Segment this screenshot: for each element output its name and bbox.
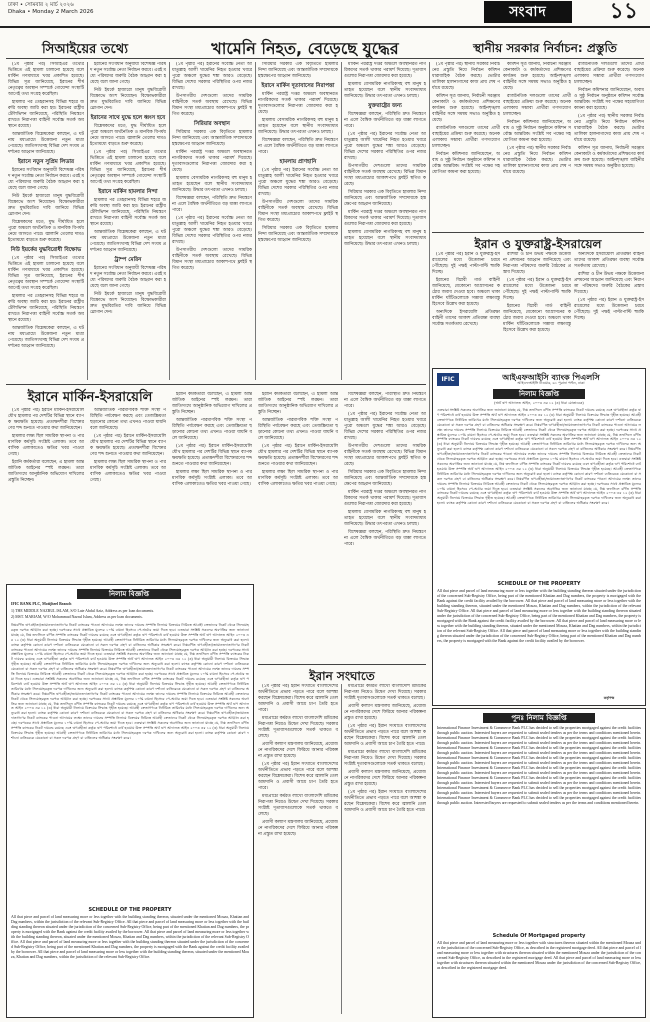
signature: কর্তৃপক্ষ bbox=[603, 696, 615, 701]
article-khamenei-col3: মার্কিন পররাষ্ট্র দপ্তর অঞ্চলে অবস্থানরত নাগরিকদের সতর্ক থাকার পরামর্শ দিয়েছে। দূতাবাসগুলোর নিরাপত্তা জোরদার করা হয়েছে। হামলায় বেসামরিক নাগরিকসহ বহু মানুষ হতাহত হয়েছেন বলে স্থানীয় সংবাদমাধ্যম জানিয়েছে। উদ্ধার তৎপরতা এখনও চলছে। যুক্তরাষ্ট্রের জন্য বিশেষজ্ঞরা বলছেন, পরিস্থিতি দ্রুত নিয়ন্ত্রণে না এলে বৈশ্বিক অর্থনীতিতে বড় ধাক্কা লাগতে পারে। (১ম পৃষ্ঠার পর) ইরানের সর্বোচ্চ নেতা আয়াতুল্লাহ আলী খামেনির নিহত হওয়ার খবরে পুরো অঞ্চলে যুদ্ধের শঙ্কা আরও বেড়েছে। বিভিন্ন দেশের সরকার পরিস্থিতির ওপর নজর রাখছে। উপসাগরীয় দেশগুলো তাদের সামরিক বাহিনীকে সতর্ক অবস্থায় রেখেছে। বিভিন্ন বিমান সংস্থা মধ্যপ্রাচ্যের আকাশপথে ফ্লাইট স্থগিত করেছে। সিরিয়ার সরকার এক বিবৃতিতে হামলার নিন্দা জানিয়েছে এবং আন্তর্জাতিক সম্প্রদায়কে হস্তক্ষেপের আহ্বান জানিয়েছে। মার্কিন পররাষ্ট্র দপ্তর অঞ্চলে অবস্থানরত নাগরিকদের সতর্ক থাকার পরামর্শ দিয়েছে। দূতাবাসগুলোর নিরাপত্তা জোরদার করা হয়েছে। হামলায় বেসামরিক নাগরিকসহ বহু মানুষ হতাহত হয়েছেন বলে স্থানীয় সংবাদমাধ্যম জানিয়েছে। উদ্ধার তৎপরতা এখনও চলছে। bbox=[344, 62, 426, 247]
subhead: ইরানে মার্কিন হামলার নিন্দা bbox=[98, 189, 158, 195]
headline-siyaire: সিআইয়ের তথ্যে bbox=[42, 42, 128, 57]
schedule-body: All that piece and parcel of land measuring more or less together with the building standing thereon, situated under the mentioned Mouza, Khatian and Dag numbers, within the jurisdiction of the relevant Sub-Registry Office. All that piece and parcel of land measuring more or less together with the building standing thereon situated under the jurisdiction of the concerned Sub-Registry Office, being part of the mentioned Khatian and Dag numbers, the property is mortgaged with the Bank against the credit facility availed by the borrower. All that piece and parcel of land measuring more or less together with the building standing thereon, situated under the mentioned Mouza, Khatian and Dag numbers, within the jurisdiction of the relevant Sub-Registry Office. All that piece and parcel of land measuring more or less together with the building standing thereon situated under the jurisdiction of the concerned Sub-Registry Office, being part of the mentioned Khatian and Dag numbers, the property is mortgaged with the Bank against the credit facility availed by the borrower. All that piece and parcel of land measuring more or less together with the building standing thereon, situated under the mentioned Mouza, Khatian and Dag numbers, within the jurisdiction of the relevant Sub-Registry Office. bbox=[11, 915, 249, 959]
notice-title: নিলাম বিজ্ঞপ্তি bbox=[493, 389, 585, 399]
notice-body: এতদ্বারা সংশ্লিষ্ট সকলের অবগতির জন্য জানানো যাচ্ছে যে, নিম্ন তফসিলে বর্ণিত সম্পত্তি ব্যাংকের নিকট দায়বদ্ধ রয়েছে এবং ঋণগ্রহীতা কর্তৃক ঋণ পরিশোধে ব্যর্থ হওয়ায় উক্ত সম্পত্তি অর্থ ঋণ আদালত আইন ২০০৩ এর ১২ (৩) ধারা অনুযায়ী নিলামে বিক্রয়ের সিদ্ধান্ত গৃহীত হয়েছে। আগ্রহী ক্রেতাগণকে নির্ধারিত তারিখের মধ্যে সিলমোহরকৃত দরপত্র দাখিলের জন্য অনুরোধ করা হলো। ব্যাংক কর্তৃপক্ষ কোনো কারণ দর্শানো ব্যতিরেকে যেকোনো বা সকল দরপত্র গ্রহণ বা বাতিলের অধিকার সংরক্ষণ করে। নিম্নবর্ণিত ঋণগ্রহীতা/জামানতদাতাগণের নিকট ব্যাংকের পাওনা আদায়ের লক্ষ্যে তাদের দায়বদ্ধ সম্পত্তি নিলামে বিক্রয়ের নিমিত্তে আগ্রহী ক্রেতাদের নিকট থেকে সিলমোহরকৃত দরপত্র আহ্বান করা হচ্ছে। দরপত্রের সাথে প্রস্তাবিত মূল্যের ১০% বায়না হিসেবে পে-অর্ডার জমা দিতে হবে। এতদ্বারা সংশ্লিষ্ট সকলের অবগতির জন্য জানানো যাচ্ছে যে, নিম্ন তফসিলে বর্ণিত সম্পত্তি ব্যাংকের নিকট দায়বদ্ধ রয়েছে এবং ঋণগ্রহীতা কর্তৃক ঋণ পরিশোধে ব্যর্থ হওয়ায় উক্ত সম্পত্তি অর্থ ঋণ আদালত আইন ২০০৩ এর ১২ (৩) ধারা অনুযায়ী নিলামে বিক্রয়ের সিদ্ধান্ত গৃহীত হয়েছে। আগ্রহী ক্রেতাগণকে নির্ধারিত তারিখের মধ্যে সিলমোহরকৃত দরপত্র দাখিলের জন্য অনুরোধ করা হলো। ব্যাংক কর্তৃপক্ষ কোনো কারণ দর্শানো ব্যতিরেকে যেকোনো বা সকল দরপত্র গ্রহণ বা বাতিলের অধিকার সংরক্ষণ করে। নিম্নবর্ণিত ঋণগ্রহীতা/জামানতদাতাগণের নিকট ব্যাংকের পাওনা আদায়ের লক্ষ্যে তাদের দায়বদ্ধ সম্পত্তি নিলামে বিক্রয়ের নিমিত্তে আগ্রহী ক্রেতাদের নিকট থেকে সিলমোহরকৃত দরপত্র আহ্বান করা হচ্ছে। দরপত্রের সাথে প্রস্তাবিত মূল্যের ১০% বায়না হিসেবে পে-অর্ডার জমা দিতে হবে। এতদ্বারা সংশ্লিষ্ট সকলের অবগতির জন্য জানানো যাচ্ছে যে, নিম্ন তফসিলে বর্ণিত সম্পত্তি ব্যাংকের নিকট দায়বদ্ধ রয়েছে এবং ঋণগ্রহীতা কর্তৃক ঋণ পরিশোধে ব্যর্থ হওয়ায় উক্ত সম্পত্তি অর্থ ঋণ আদালত আইন ২০০৩ এর ১২ (৩) ধারা অনুযায়ী নিলামে বিক্রয়ের সিদ্ধান্ত গৃহীত হয়েছে। আগ্রহী ক্রেতাগণকে নির্ধারিত তারিখের মধ্যে সিলমোহরকৃত দরপত্র দাখিলের জন্য অনুরোধ করা হলো। ব্যাংক কর্তৃপক্ষ কোনো কারণ দর্শানো ব্যতিরেকে যেকোনো বা সকল দরপত্র গ্রহণ বা বাতিলের অধিকার সংরক্ষণ করে। নিম্নবর্ণিত ঋণগ্রহীতা/জামানতদাতাগণের নিকট ব্যাংকের পাওনা আদায়ের লক্ষ্যে তাদের দায়বদ্ধ সম্পত্তি নিলামে বিক্রয়ের নিমিত্তে আগ্রহী ক্রেতাদের নিকট থেকে সিলমোহরকৃত দরপত্র আহ্বান করা হচ্ছে। দরপত্রের সাথে প্রস্তাবিত মূল্যের ১০% বায়না হিসেবে পে-অর্ডার জমা দিতে হবে। এতদ্বারা সংশ্লিষ্ট সকলের অবগতির জন্য জানানো যাচ্ছে যে, নিম্ন তফসিলে বর্ণিত সম্পত্তি ব্যাংকের নিকট দায়বদ্ধ রয়েছে এবং ঋণগ্রহীতা কর্তৃক ঋণ পরিশোধে ব্যর্থ হওয়ায় উক্ত সম্পত্তি অর্থ ঋণ আদালত আইন ২০০৩ এর ১২ (৩) ধারা অনুযায়ী নিলামে বিক্রয়ের সিদ্ধান্ত গৃহীত হয়েছে। আগ্রহী ক্রেতাগণকে নির্ধারিত তারিখের মধ্যে সিলমোহরকৃত দরপত্র দাখিলের জন্য অনুরোধ করা হলো। ব্যাংক কর্তৃপক্ষ কোনো কারণ দর্শানো ব্যতিরেকে যেকোনো বা সকল দরপত্র গ্রহণ বা বাতিলের অধিকার সংরক্ষণ করে। bbox=[437, 408, 641, 506]
subhead: ট্রাম্প মেরিন bbox=[114, 257, 142, 263]
article-local-election-col3: রাজনৈতিক দলগুলো তাদের প্রার্থী বাছাইয়ের প্রক্রিয়া শুরু করেছে। অনেক এলাকায় সম্ভাব্য প্রার্থীরা গণসংযোগ চালাচ্ছেন। নির্বাচন কমিশনার জানিয়েছেন, অবাধ ও সুষ্ঠু নির্বাচন অনুষ্ঠানে কমিশন সর্বোচ্চ আন্তরিক। সংশ্লিষ্ট সব পক্ষের সহযোগিতা কামনা করা হয়েছে। (১ম পৃষ্ঠার পর) স্থানীয় সরকার নির্বাচনের প্রস্তুতি নিয়ে নির্বাচন কমিশন ধারাবাহিক বৈঠক করছে। ভোটার তালিকা হালনাগাদের কাজ প্রায় শেষ পর্যায়ে রয়েছে। কমিশন সূত্র জানায়, নির্বাচনী সরঞ্জাম কেনাকাটা ও কর্মকর্তাদের প্রশিক্ষণের কার্যক্রম শুরু হয়েছে। আইনশৃঙ্খলা বাহিনীর সঙ্গে সমন্বয় সভাও অনুষ্ঠিত হয়েছে। bbox=[574, 62, 644, 169]
page-number: ১১ bbox=[609, 0, 638, 24]
bank-line: IFIC BANK PLC, Motijheel Branch bbox=[11, 602, 72, 606]
article-khamenei-continued: বিশেষজ্ঞরা বলছেন, পরিস্থিতি দ্রুত নিয়ন্ত্রণে না এলে বৈশ্বিক অর্থনীতিতে বড় ধাক্কা লাগতে পারে। (১ম পৃষ্ঠার পর) ইরানের সর্বোচ্চ নেতা আয়াতুল্লাহ আলী খামেনির নিহত হওয়ার খবরে পুরো অঞ্চলে যুদ্ধের শঙ্কা আরও বেড়েছে। বিভিন্ন দেশের সরকার পরিস্থিতির ওপর নজর রাখছে। উপসাগরীয় দেশগুলো তাদের সামরিক বাহিনীকে সতর্ক অবস্থায় রেখেছে। বিভিন্ন বিমান সংস্থা মধ্যপ্রাচ্যের আকাশপথে ফ্লাইট স্থগিত করেছে। সিরিয়ার সরকার এক বিবৃতিতে হামলার নিন্দা জানিয়েছে এবং আন্তর্জাতিক সম্প্রদায়কে হস্তক্ষেপের আহ্বান জানিয়েছে। মার্কিন পররাষ্ট্র দপ্তর অঞ্চলে অবস্থানরত নাগরিকদের সতর্ক থাকার পরামর্শ দিয়েছে। দূতাবাসগুলোর নিরাপত্তা জোরদার করা হয়েছে। হামলায় বেসামরিক নাগরিকসহ বহু মানুষ হতাহত হয়েছেন বলে স্থানীয় সংবাদমাধ্যম জানিয়েছে। উদ্ধার তৎপরতা এখনও চলছে। বিশেষজ্ঞরা বলছেন, পরিস্থিতি দ্রুত নিয়ন্ত্রণে না এলে বৈশ্বিক অর্থনীতিতে বড় ধাক্কা লাগতে পারে। bbox=[344, 392, 426, 547]
subhead: ইরানে মার্কিন দূতাবাসের নিরাপত্তা bbox=[261, 83, 335, 89]
article-siyaire-col1: (১ম পৃষ্ঠার পর) সিআইএর তথ্যের ভিত্তিতে এই হামলা চালানো হয়েছে বলে মার্কিন গণমাধ্যমে খবর প্রকাশিত হয়েছে। বিভিন্ন সূত্র জানিয়েছে, ইরানের শীর্ষ নেতৃত্বের অবস্থান সম্পর্কে গোয়েন্দা সংস্থাটি আগেই তথ্য সংগ্রহ করেছিল। হামলার পর তেহরানসহ বিভিন্ন শহরে জরুরি অবস্থা জারি করা হয়। ইরানের রাষ্ট্রীয় টেলিভিশন জানিয়েছে, পরিস্থিতি নিয়ন্ত্রণে রাখতে নিরাপত্তা বাহিনী সর্বোচ্চ সতর্ক অবস্থানে রয়েছে। আন্তর্জাতিক বিশ্লেষকেরা বলছেন, এ ঘটনায় মধ্যপ্রাচ্যে উত্তেজনা নতুন মাত্রা পেয়েছে। জাতিসংঘসহ বিভিন্ন দেশ সংযম প্রদর্শনের আহ্বান জানিয়েছে। ইরানে নতুন সুপ্রিম লিডার ইরানের সংবিধান অনুযায়ী বিশেষজ্ঞ পরিষদ নতুন সর্বোচ্চ নেতা নির্বাচন করবে। এরই মধ্যে পরিষদের জরুরি বৈঠক আহ্বান করা হয়েছে বলে জানা গেছে। নিউ ইয়র্কে হাজারো মানুষ যুদ্ধবিরোধী বিক্ষোভে অংশ নিয়েছেন। বিক্ষোভকারীরা দ্রুত যুদ্ধবিরতির দাবি জানিয়ে বিভিন্ন স্লোগান দেন। বিশ্লেষকদের মতে, যুদ্ধ দীর্ঘায়িত হলে পুরো অঞ্চলে অর্থনৈতিক ও মানবিক বিপর্যয় নেমে আসতে পারে। জ্বালানি তেলের দামও ইতোমধ্যে বাড়তে শুরু করেছে। নিউ ইয়র্কের যুদ্ধবিরোধী বিক্ষোভ (১ম পৃষ্ঠার পর) সিআইএর তথ্যের ভিত্তিতে এই হামলা চালানো হয়েছে বলে মার্কিন গণমাধ্যমে খবর প্রকাশিত হয়েছে। বিভিন্ন সূত্র জানিয়েছে, ইরানের শীর্ষ নেতৃত্বের অবস্থান সম্পর্কে গোয়েন্দা সংস্থাটি আগেই তথ্য সংগ্রহ করেছিল। হামলার পর তেহরানসহ বিভিন্ন শহরে জরুরি অবস্থা জারি করা হয়। ইরানের রাষ্ট্রীয় টেলিভিশন জানিয়েছে, পরিস্থিতি নিয়ন্ত্রণে রাখতে নিরাপত্তা বাহিনী সর্বোচ্চ সতর্ক অবস্থানে রয়েছে। আন্তর্জাতিক বিশ্লেষকেরা বলছেন, এ ঘটনায় মধ্যপ্রাচ্যে উত্তেজনা নতুন মাত্রা পেয়েছে। জাতিসংঘসহ বিভিন্ন দেশ সংযম প্রদর্শনের আহ্বান জানিয়েছে। bbox=[8, 62, 84, 349]
schedule-heading: SCHEDULE OF THE PROPERTY bbox=[88, 907, 172, 913]
headline-iran-marcin: ইরানে মার্কিন-ইসরায়েলি bbox=[27, 390, 153, 405]
subhead: ইরানের সাথে যুদ্ধে হলে ধ্বংস হবে bbox=[90, 115, 166, 121]
subhead: ইরানে নতুন সুপ্রিম লিডার bbox=[17, 159, 75, 165]
borrower-2: 2) MST. MARIAM, W/O Mohammad Nazrul Islam, Address as per loan documents. bbox=[11, 615, 143, 619]
subhead: যুক্তরাষ্ট্রের জন্য bbox=[368, 103, 402, 109]
article-iran-marcin-col2: আন্তর্জাতিক পারমাণবিক শক্তি সংস্থা পরিস্থিতি পর্যবেক্ষণ করছে এবং তেজস্ক্রিয়তা ছড়ানোর কোনো তথ্য এখনও পাওয়া যায়নি বলে জানিয়েছে। (১ম পৃষ্ঠার পর) ইরানে মার্কিন-ইসরায়েলি যৌথ হামলার পর দেশটির বিভিন্ন স্থানে ব্যাপক ক্ষয়ক্ষতি হয়েছে। প্রত্যক্ষদর্শীরা বিস্ফোরণের শব্দ শুনতে পাওয়ার কথা জানিয়েছেন। হামলার লক্ষ্য ছিল সামরিক স্থাপনা ও পারমাণবিক কর্মসূচি সংশ্লিষ্ট এলাকা। তবে আবাসিক এলাকাতেও ক্ষতির খবর পাওয়া গেছে। bbox=[90, 408, 166, 483]
headline-khamenei: খামেনি নিহত, বেড়েছে যুদ্ধের bbox=[211, 39, 399, 58]
ific-logo: IFIC bbox=[437, 373, 459, 386]
subhead: হামলায় প্রাণহানি bbox=[279, 159, 317, 165]
ific-auction-notice bbox=[432, 368, 646, 706]
headline-local-election: স্থানীয় সরকার নির্বাচন: প্রস্তুতি bbox=[473, 41, 617, 55]
article-iran-marcin-col3: ইরানি কর্মকর্তারা বলেছেন, এ হামলা আন্তর্জাতিক আইনের স্পষ্ট লঙ্ঘন। তারা জাতিসংঘে আনুষ্ঠানিক অভিযোগ দাখিলের প্রস্তুতি নিচ্ছেন। আন্তর্জাতিক পারমাণবিক শক্তি সংস্থা পরিস্থিতি পর্যবেক্ষণ করছে এবং তেজস্ক্রিয়তা ছড়ানোর কোনো তথ্য এখনও পাওয়া যায়নি বলে জানিয়েছে। (১ম পৃষ্ঠার পর) ইরানে মার্কিন-ইসরায়েলি যৌথ হামলার পর দেশটির বিভিন্ন স্থানে ব্যাপক ক্ষয়ক্ষতি হয়েছে। প্রত্যক্ষদর্শীরা বিস্ফোরণের শব্দ শুনতে পাওয়ার কথা জানিয়েছেন। হামলার লক্ষ্য ছিল সামরিক স্থাপনা ও পারমাণবিক কর্মসূচি সংশ্লিষ্ট এলাকা। তবে আবাসিক এলাকাতেও ক্ষতির খবর পাওয়া গেছে। bbox=[172, 392, 252, 487]
notice-title: নিলাম বিজ্ঞপ্তি bbox=[77, 589, 181, 599]
re-auction-notice bbox=[432, 708, 646, 1018]
headline-iran-us: ইরান ও যুক্তরাষ্ট্র-ইসরায়েল bbox=[474, 237, 602, 251]
date-english: Dhaka • Monday 2 March 2026 bbox=[8, 9, 94, 15]
notice-body: International Finance Investment & Commerce Bank PLC has decided to sell the properties mortgaged against the credit facilities through public auction. Interested buyers are requested to submit sealed tenders as per the terms and conditions mentioned herein. International Finance Investment & Commerce Bank PLC has decided to sell the properties mortgaged against the credit facilities through public auction. Interested buyers are requested to submit sealed tenders as per the terms and conditions mentioned herein. International Finance Investment & Commerce Bank PLC has decided to sell the properties mortgaged against the credit facilities through public auction. Interested buyers are requested to submit sealed tenders as per the terms and conditions mentioned herein. International Finance Investment & Commerce Bank PLC has decided to sell the properties mortgaged against the credit facilities through public auction. Interested buyers are requested to submit sealed tenders as per the terms and conditions mentioned herein. International Finance Investment & Commerce Bank PLC has decided to sell the properties mortgaged against the credit facilities through public auction. Interested buyers are requested to submit sealed tenders as per the terms and conditions mentioned herein. International Finance Investment & Commerce Bank PLC has decided to sell the properties mortgaged against the credit facilities through public auction. Interested buyers are requested to submit sealed tenders as per the terms and conditions mentioned herein. International Finance Investment & Commerce Bank PLC has decided to sell the properties mortgaged against the credit facilities through public auction. Interested buyers are requested to submit sealed tenders as per the terms and conditions mentioned herein. International Finance Investment & Commerce Bank PLC has decided to sell the properties mortgaged against the credit facilities through public auction. Interested buyers are requested to submit sealed tenders as per the terms and conditions mentioned herein. bbox=[437, 726, 641, 805]
article-khamenei-col1: (১ম পৃষ্ঠার পর) ইরানের সর্বোচ্চ নেতা আয়াতুল্লাহ আলী খামেনির নিহত হওয়ার খবরে পুরো অঞ্চলে যুদ্ধের শঙ্কা আরও বেড়েছে। বিভিন্ন দেশের সরকার পরিস্থিতির ওপর নজর রাখছে। উপসাগরীয় দেশগুলো তাদের সামরিক বাহিনীকে সতর্ক অবস্থায় রেখেছে। বিভিন্ন বিমান সংস্থা মধ্যপ্রাচ্যের আকাশপথে ফ্লাইট স্থগিত করেছে। সিরিয়ার অবস্থান সিরিয়ার সরকার এক বিবৃতিতে হামলার নিন্দা জানিয়েছে এবং আন্তর্জাতিক সম্প্রদায়কে হস্তক্ষেপের আহ্বান জানিয়েছে। মার্কিন পররাষ্ট্র দপ্তর অঞ্চলে অবস্থানরত নাগরিকদের সতর্ক থাকার পরামর্শ দিয়েছে। দূতাবাসগুলোর নিরাপত্তা জোরদার করা হয়েছে। হামলায় বেসামরিক নাগরিকসহ বহু মানুষ হতাহত হয়েছেন বলে স্থানীয় সংবাদমাধ্যম জানিয়েছে। উদ্ধার তৎপরতা এখনও চলছে। বিশেষজ্ঞরা বলছেন, পরিস্থিতি দ্রুত নিয়ন্ত্রণে না এলে বৈশ্বিক অর্থনীতিতে বড় ধাক্কা লাগতে পারে। (১ম পৃষ্ঠার পর) ইরানের সর্বোচ্চ নেতা আয়াতুল্লাহ আলী খামেনির নিহত হওয়ার খবরে পুরো অঞ্চলে যুদ্ধের শঙ্কা আরও বেড়েছে। বিভিন্ন দেশের সরকার পরিস্থিতির ওপর নজর রাখছে। উপসাগরীয় দেশগুলো তাদের সামরিক বাহিনীকে সতর্ক অবস্থায় রেখেছে। বিভিন্ন বিমান সংস্থা মধ্যপ্রাচ্যের আকাশপথে ফ্লাইট স্থগিত করেছে। bbox=[172, 62, 252, 271]
ific-branch: আইএফআইসি টাওয়ার, ৬১ পুরানা পল্টন, ঢাকা bbox=[517, 381, 585, 385]
notice-subtitle: (অর্থ ঋণ আদালত আইন, ২০০৩ এর ১২ (৩) ধারা মোতাবেক) bbox=[494, 401, 584, 405]
notice-body: নিম্নবর্ণিত ঋণগ্রহীতা/জামানতদাতাগণের নিকট ব্যাংকের পাওনা আদায়ের লক্ষ্যে তাদের দায়বদ্ধ সম্পত্তি নিলামে বিক্রয়ের নিমিত্তে আগ্রহী ক্রেতাদের নিকট থেকে সিলমোহরকৃত দরপত্র আহ্বান করা হচ্ছে। দরপত্রের সাথে প্রস্তাবিত মূল্যের ১০% বায়না হিসেবে পে-অর্ডার জমা দিতে হবে। এতদ্বারা সংশ্লিষ্ট সকলের অবগতির জন্য জানানো যাচ্ছে যে, নিম্ন তফসিলে বর্ণিত সম্পত্তি ব্যাংকের নিকট দায়বদ্ধ রয়েছে এবং ঋণগ্রহীতা কর্তৃক ঋণ পরিশোধে ব্যর্থ হওয়ায় উক্ত সম্পত্তি অর্থ ঋণ আদালত আইন ২০০৩ এর ১২ (৩) ধারা অনুযায়ী নিলামে বিক্রয়ের সিদ্ধান্ত গৃহীত হয়েছে। আগ্রহী ক্রেতাগণকে নির্ধারিত তারিখের মধ্যে সিলমোহরকৃত দরপত্র দাখিলের জন্য অনুরোধ করা হলো। ব্যাংক কর্তৃপক্ষ কোনো কারণ দর্শানো ব্যতিরেকে যেকোনো বা সকল দরপত্র গ্রহণ বা বাতিলের অধিকার সংরক্ষণ করে। নিম্নবর্ণিত ঋণগ্রহীতা/জামানতদাতাগণের নিকট ব্যাংকের পাওনা আদায়ের লক্ষ্যে তাদের দায়বদ্ধ সম্পত্তি নিলামে বিক্রয়ের নিমিত্তে আগ্রহী ক্রেতাদের নিকট থেকে সিলমোহরকৃত দরপত্র আহ্বান করা হচ্ছে। দরপত্রের সাথে প্রস্তাবিত মূল্যের ১০% বায়না হিসেবে পে-অর্ডার জমা দিতে হবে। এতদ্বারা সংশ্লিষ্ট সকলের অবগতির জন্য জানানো যাচ্ছে যে, নিম্ন তফসিলে বর্ণিত সম্পত্তি ব্যাংকের নিকট দায়বদ্ধ রয়েছে এবং ঋণগ্রহীতা কর্তৃক ঋণ পরিশোধে ব্যর্থ হওয়ায় উক্ত সম্পত্তি অর্থ ঋণ আদালত আইন ২০০৩ এর ১২ (৩) ধারা অনুযায়ী নিলামে বিক্রয়ের সিদ্ধান্ত গৃহীত হয়েছে। আগ্রহী ক্রেতাগণকে নির্ধারিত তারিখের মধ্যে সিলমোহরকৃত দরপত্র দাখিলের জন্য অনুরোধ করা হলো। ব্যাংক কর্তৃপক্ষ কোনো কারণ দর্শানো ব্যতিরেকে যেকোনো বা সকল দরপত্র গ্রহণ বা বাতিলের অধিকার সংরক্ষণ করে। নিম্নবর্ণিত ঋণগ্রহীতা/জামানতদাতাগণের নিকট ব্যাংকের পাওনা আদায়ের লক্ষ্যে তাদের দায়বদ্ধ সম্পত্তি নিলামে বিক্রয়ের নিমিত্তে আগ্রহী ক্রেতাদের নিকট থেকে সিলমোহরকৃত দরপত্র আহ্বান করা হচ্ছে। দরপত্রের সাথে প্রস্তাবিত মূল্যের ১০% বায়না হিসেবে পে-অর্ডার জমা দিতে হবে। এতদ্বারা সংশ্লিষ্ট সকলের অবগতির জন্য জানানো যাচ্ছে যে, নিম্ন তফসিলে বর্ণিত সম্পত্তি ব্যাংকের নিকট দায়বদ্ধ রয়েছে এবং ঋণগ্রহীতা কর্তৃক ঋণ পরিশোধে ব্যর্থ হওয়ায় উক্ত সম্পত্তি অর্থ ঋণ আদালত আইন ২০০৩ এর ১২ (৩) ধারা অনুযায়ী নিলামে বিক্রয়ের সিদ্ধান্ত গৃহীত হয়েছে। আগ্রহী ক্রেতাগণকে নির্ধারিত তারিখের মধ্যে সিলমোহরকৃত দরপত্র দাখিলের জন্য অনুরোধ করা হলো। ব্যাংক কর্তৃপক্ষ কোনো কারণ দর্শানো ব্যতিরেকে যেকোনো বা সকল দরপত্র গ্রহণ বা বাতিলের অধিকার সংরক্ষণ করে। নিম্নবর্ণিত ঋণগ্রহীতা/জামানতদাতাগণের নিকট ব্যাংকের পাওনা আদায়ের লক্ষ্যে তাদের দায়বদ্ধ সম্পত্তি নিলামে বিক্রয়ের নিমিত্তে আগ্রহী ক্রেতাদের নিকট থেকে সিলমোহরকৃত দরপত্র আহ্বান করা হচ্ছে। দরপত্রের সাথে প্রস্তাবিত মূল্যের ১০% বায়না হিসেবে পে-অর্ডার জমা দিতে হবে। এতদ্বারা সংশ্লিষ্ট সকলের অবগতির জন্য জানানো যাচ্ছে যে, নিম্ন তফসিলে বর্ণিত সম্পত্তি ব্যাংকের নিকট দায়বদ্ধ রয়েছে এবং ঋণগ্রহীতা কর্তৃক ঋণ পরিশোধে ব্যর্থ হওয়ায় উক্ত সম্পত্তি অর্থ ঋণ আদালত আইন ২০০৩ এর ১২ (৩) ধারা অনুযায়ী নিলামে বিক্রয়ের সিদ্ধান্ত গৃহীত হয়েছে। আগ্রহী ক্রেতাগণকে নির্ধারিত তারিখের মধ্যে সিলমোহরকৃত দরপত্র দাখিলের জন্য অনুরোধ করা হলো। ব্যাংক কর্তৃপক্ষ কোনো কারণ দর্শানো ব্যতিরেকে যেকোনো বা সকল দরপত্র গ্রহণ বা বাতিলের অধিকার সংরক্ষণ করে। নিম্নবর্ণিত ঋণগ্রহীতা/জামানতদাতাগণের নিকট ব্যাংকের পাওনা আদায়ের লক্ষ্যে তাদের দায়বদ্ধ সম্পত্তি নিলামে বিক্রয়ের নিমিত্তে আগ্রহী ক্রেতাদের নিকট থেকে সিলমোহরকৃত দরপত্র আহ্বান করা হচ্ছে। দরপত্রের সাথে প্রস্তাবিত মূল্যের ১০% বায়না হিসেবে পে-অর্ডার জমা দিতে হবে। এতদ্বারা সংশ্লিষ্ট সকলের অবগতির জন্য জানানো যাচ্ছে যে, নিম্ন তফসিলে বর্ণিত সম্পত্তি ব্যাংকের নিকট দায়বদ্ধ রয়েছে এবং ঋণগ্রহীতা কর্তৃক ঋণ পরিশোধে ব্যর্থ হওয়ায় উক্ত সম্পত্তি অর্থ ঋণ আদালত আইন ২০০৩ এর ১২ (৩) ধারা অনুযায়ী নিলামে বিক্রয়ের সিদ্ধান্ত গৃহীত হয়েছে। আগ্রহী ক্রেতাগণকে নির্ধারিত তারিখের মধ্যে সিলমোহরকৃত দরপত্র দাখিলের জন্য অনুরোধ করা হলো। ব্যাংক কর্তৃপক্ষ কোনো কারণ দর্শানো ব্যতিরেকে যেকোনো বা সকল দরপত্র গ্রহণ বা বাতিলের অধিকার সংরক্ষণ করে। bbox=[11, 623, 249, 740]
headline-rule bbox=[6, 58, 644, 59]
schedule-heading: Schedule Of Mortgaged property bbox=[492, 933, 586, 939]
headline-iran-sanghat: ইরান সংঘাতে bbox=[309, 669, 375, 683]
article-siyaire-col2: ইরানের সংবিধান অনুযায়ী বিশেষজ্ঞ পরিষদ নতুন সর্বোচ্চ নেতা নির্বাচন করবে। এরই মধ্যে পরিষদের জরুরি বৈঠক আহ্বান করা হয়েছে বলে জানা গেছে। নিউ ইয়র্কে হাজারো মানুষ যুদ্ধবিরোধী বিক্ষোভে অংশ নিয়েছেন। বিক্ষোভকারীরা দ্রুত যুদ্ধবিরতির দাবি জানিয়ে বিভিন্ন স্লোগান দেন। ইরানের সাথে যুদ্ধে হলে ধ্বংস হবে বিশ্লেষকদের মতে, যুদ্ধ দীর্ঘায়িত হলে পুরো অঞ্চলে অর্থনৈতিক ও মানবিক বিপর্যয় নেমে আসতে পারে। জ্বালানি তেলের দামও ইতোমধ্যে বাড়তে শুরু করেছে। (১ম পৃষ্ঠার পর) সিআইএর তথ্যের ভিত্তিতে এই হামলা চালানো হয়েছে বলে মার্কিন গণমাধ্যমে খবর প্রকাশিত হয়েছে। বিভিন্ন সূত্র জানিয়েছে, ইরানের শীর্ষ নেতৃত্বের অবস্থান সম্পর্কে গোয়েন্দা সংস্থাটি আগেই তথ্য সংগ্রহ করেছিল। ইরানে মার্কিন হামলার নিন্দা হামলার পর তেহরানসহ বিভিন্ন শহরে জরুরি অবস্থা জারি করা হয়। ইরানের রাষ্ট্রীয় টেলিভিশন জানিয়েছে, পরিস্থিতি নিয়ন্ত্রণে রাখতে নিরাপত্তা বাহিনী সর্বোচ্চ সতর্ক অবস্থানে রয়েছে। আন্তর্জাতিক বিশ্লেষকেরা বলছেন, এ ঘটনায় মধ্যপ্রাচ্যে উত্তেজনা নতুন মাত্রা পেয়েছে। জাতিসংঘসহ বিভিন্ন দেশ সংযম প্রদর্শনের আহ্বান জানিয়েছে। ট্রাম্প মেরিন ইরানের সংবিধান অনুযায়ী বিশেষজ্ঞ পরিষদ নতুন সর্বোচ্চ নেতা নির্বাচন করবে। এরই মধ্যে পরিষদের জরুরি বৈঠক আহ্বান করা হয়েছে বলে জানা গেছে। নিউ ইয়র্কে হাজারো মানুষ যুদ্ধবিরোধী বিক্ষোভে অংশ নিয়েছেন। বিক্ষোভকারীরা দ্রুত যুদ্ধবিরতির দাবি জানিয়ে বিভিন্ন স্লোগান দেন। bbox=[90, 62, 166, 315]
schedule-body: All that piece and parcel of land measuring more or less together with structures thereon situated within the mentioned Mouza under the jurisdiction of the concerned Sub-Registry Office, as described in the registered mortgage deed. All that piece and parcel of land measuring more or less together with structures thereon situated within the mentioned Mouza under the jurisdiction of the concerned Sub-Registry Office, as described in the registered mortgage deed. All that piece and parcel of land measuring more or less together with structures thereon situated within the mentioned Mouza under the jurisdiction of the concerned Sub-Registry Office, as described in the registered mortgage deed. bbox=[437, 941, 641, 970]
article-khamenei-col2: সিরিয়ার সরকার এক বিবৃতিতে হামলার নিন্দা জানিয়েছে এবং আন্তর্জাতিক সম্প্রদায়কে হস্তক্ষেপের আহ্বান জানিয়েছে। ইরানে মার্কিন দূতাবাসের নিরাপত্তা মার্কিন পররাষ্ট্র দপ্তর অঞ্চলে অবস্থানরত নাগরিকদের সতর্ক থাকার পরামর্শ দিয়েছে। দূতাবাসগুলোর নিরাপত্তা জোরদার করা হয়েছে। হামলায় বেসামরিক নাগরিকসহ বহু মানুষ হতাহত হয়েছেন বলে স্থানীয় সংবাদমাধ্যম জানিয়েছে। উদ্ধার তৎপরতা এখনও চলছে। বিশেষজ্ঞরা বলছেন, পরিস্থিতি দ্রুত নিয়ন্ত্রণে না এলে বৈশ্বিক অর্থনীতিতে বড় ধাক্কা লাগতে পারে। হামলায় প্রাণহানি (১ম পৃষ্ঠার পর) ইরানের সর্বোচ্চ নেতা আয়াতুল্লাহ আলী খামেনির নিহত হওয়ার খবরে পুরো অঞ্চলে যুদ্ধের শঙ্কা আরও বেড়েছে। বিভিন্ন দেশের সরকার পরিস্থিতির ওপর নজর রাখছে। উপসাগরীয় দেশগুলো তাদের সামরিক বাহিনীকে সতর্ক অবস্থায় রেখেছে। বিভিন্ন বিমান সংস্থা মধ্যপ্রাচ্যের আকাশপথে ফ্লাইট স্থগিত করেছে। সিরিয়ার সরকার এক বিবৃতিতে হামলার নিন্দা জানিয়েছে এবং আন্তর্জাতিক সম্প্রদায়কে হস্তক্ষেপের আহ্বান জানিয়েছে। bbox=[258, 62, 338, 243]
subhead: নিউ ইয়র্কের যুদ্ধবিরোধী বিক্ষোভ bbox=[10, 247, 82, 253]
article-iran-sanghat-col1: (১ম পৃষ্ঠার পর) ইরান সংঘাতে বাংলাদেশের অর্থনীতিতে প্রভাব পড়তে পারে বলে আশঙ্কা করছেন বিশ্লেষকেরা। বিশেষ করে জ্বালানি তেল আমদানি ও প্রবাসী আয়ে চাপ তৈরি হতে পারে। মধ্যপ্রাচ্যে কর্মরত লাখো বাংলাদেশি শ্রমিকের নিরাপত্তা নিয়েও উদ্বেগ দেখা দিয়েছে। সরকার সংশ্লিষ্ট দূতাবাসগুলোকে সতর্ক থাকতে বলেছে। প্রবাসী কল্যাণ মন্ত্রণালয় জানিয়েছে, প্রয়োজনে নাগরিকদের দেশে ফিরিয়ে আনার পরিকল্পনা প্রস্তুত রাখা হয়েছে। (১ম পৃষ্ঠার পর) ইরান সংঘাতে বাংলাদেশের অর্থনীতিতে প্রভাব পড়তে পারে বলে আশঙ্কা করছেন বিশ্লেষকেরা। বিশেষ করে জ্বালানি তেল আমদানি ও প্রবাসী আয়ে চাপ তৈরি হতে পারে। মধ্যপ্রাচ্যে কর্মরত লাখো বাংলাদেশি শ্রমিকের নিরাপত্তা নিয়েও উদ্বেগ দেখা দিয়েছে। সরকার সংশ্লিষ্ট দূতাবাসগুলোকে সতর্ক থাকতে বলেছে। প্রবাসী কল্যাণ মন্ত্রণালয় জানিয়েছে, প্রয়োজনে নাগরিকদের দেশে ফিরিয়ে আনার পরিকল্পনা প্রস্তুত রাখা হয়েছে। bbox=[258, 684, 338, 837]
notice-title: পুনঃ নিলাম বিজ্ঞপ্তি bbox=[483, 713, 595, 723]
article-iran-us-col3: অন্যদিকে ইসরায়েলি প্রতিরক্ষা বাহিনী তাদের আকাশ প্রতিরক্ষা ব্যবস্থা সর্বোচ্চ সতর্কতায় রেখেছে। রাশিয়া ও চীন উভয় পক্ষকে উত্তেজনা প্রশমনের আহ্বান জানিয়েছে এবং নিরাপত্তা পরিষদের জরুরি বৈঠকের প্রস্তাব দিয়েছে। (১ম পৃষ্ঠার পর) ইরান ও যুক্তরাষ্ট্র-ইসরায়েলের মধ্যে উত্তেজনা চরমে পৌঁছেছে। দুই পক্ষই পাল্টাপাল্টি হুমকি দিচ্ছে। bbox=[574, 252, 644, 321]
subhead: সিরিয়ার অবস্থান bbox=[194, 121, 230, 127]
newspaper-logo: সংবাদ bbox=[484, 1, 572, 23]
ific-bank-name: আইএফআইসি ব্যাংক পিএলসি bbox=[502, 373, 600, 382]
article-local-election-col2: কমিশন সূত্র জানায়, নির্বাচনী সরঞ্জাম কেনাকাটা ও কর্মকর্তাদের প্রশিক্ষণের কার্যক্রম শুরু হয়েছে। আইনশৃঙ্খলা বাহিনীর সঙ্গে সমন্বয় সভাও অনুষ্ঠিত হয়েছে। রাজনৈতিক দলগুলো তাদের প্রার্থী বাছাইয়ের প্রক্রিয়া শুরু করেছে। অনেক এলাকায় সম্ভাব্য প্রার্থীরা গণসংযোগ চালাচ্ছেন। নির্বাচন কমিশনার জানিয়েছেন, অবাধ ও সুষ্ঠু নির্বাচন অনুষ্ঠানে কমিশন সর্বোচ্চ আন্তরিক। সংশ্লিষ্ট সব পক্ষের সহযোগিতা কামনা করা হয়েছে। (১ম পৃষ্ঠার পর) স্থানীয় সরকার নির্বাচনের প্রস্তুতি নিয়ে নির্বাচন কমিশন ধারাবাহিক বৈঠক করছে। ভোটার তালিকা হালনাগাদের কাজ প্রায় শেষ পর্যায়ে রয়েছে। bbox=[503, 62, 571, 175]
schedule-body: All that piece and parcel of land measuring more or less together with the building standing thereon situated under the jurisdiction of the concerned Sub-Registry Office, being part of the mentioned Khatian and Dag numbers, the property is mortgaged with the Bank against the credit facility availed by the borrower. All that piece and parcel of land measuring more or less together with the building standing thereon, situated under the mentioned Mouza, Khatian and Dag numbers, within the jurisdiction of the relevant Sub-Registry Office. All that piece and parcel of land measuring more or less together with the building standing thereon situated under the jurisdiction of the concerned Sub-Registry Office, being part of the mentioned Khatian and Dag numbers, the property is mortgaged with the Bank against the credit facility availed by the borrower. All that piece and parcel of land measuring more or less together with the building standing thereon, situated under the mentioned Mouza, Khatian and Dag numbers, within the jurisdiction of the relevant Sub-Registry Office. All that piece and parcel of land measuring more or less together with the building standing thereon situated under the jurisdiction of the concerned Sub-Registry Office, being part of the mentioned Khatian and Dag numbers, the property is mortgaged with the Bank against the credit facility availed by the borrower. bbox=[437, 589, 641, 643]
dateline bbox=[8, 2, 94, 16]
article-iran-sanghat-col2: মধ্যপ্রাচ্যে কর্মরত লাখো বাংলাদেশি শ্রমিকের নিরাপত্তা নিয়েও উদ্বেগ দেখা দিয়েছে। সরকার সংশ্লিষ্ট দূতাবাসগুলোকে সতর্ক থাকতে বলেছে। প্রবাসী কল্যাণ মন্ত্রণালয় জানিয়েছে, প্রয়োজনে নাগরিকদের দেশে ফিরিয়ে আনার পরিকল্পনা প্রস্তুত রাখা হয়েছে। (১ম পৃষ্ঠার পর) ইরান সংঘাতে বাংলাদেশের অর্থনীতিতে প্রভাব পড়তে পারে বলে আশঙ্কা করছেন বিশ্লেষকেরা। বিশেষ করে জ্বালানি তেল আমদানি ও প্রবাসী আয়ে চাপ তৈরি হতে পারে। মধ্যপ্রাচ্যে কর্মরত লাখো বাংলাদেশি শ্রমিকের নিরাপত্তা নিয়েও উদ্বেগ দেখা দিয়েছে। সরকার সংশ্লিষ্ট দূতাবাসগুলোকে সতর্ক থাকতে বলেছে। প্রবাসী কল্যাণ মন্ত্রণালয় জানিয়েছে, প্রয়োজনে নাগরিকদের দেশে ফিরিয়ে আনার পরিকল্পনা প্রস্তুত রাখা হয়েছে। (১ম পৃষ্ঠার পর) ইরান সংঘাতে বাংলাদেশের অর্থনীতিতে প্রভাব পড়তে পারে বলে আশঙ্কা করছেন বিশ্লেষকেরা। বিশেষ করে জ্বালানি তেল আমদানি ও প্রবাসী আয়ে চাপ তৈরি হতে পারে। bbox=[344, 684, 426, 813]
ific-auction-notice-bottom bbox=[6, 584, 254, 1018]
article-iran-us-col2: রাশিয়া ও চীন উভয় পক্ষকে উত্তেজনা প্রশমনের আহ্বান জানিয়েছে এবং নিরাপত্তা পরিষদের জরুরি বৈঠকের প্রস্তাব দিয়েছে। (১ম পৃষ্ঠার পর) ইরান ও যুক্তরাষ্ট্র-ইসরায়েলের মধ্যে উত্তেজনা চরমে পৌঁছেছে। দুই পক্ষই পাল্টাপাল্টি হুমকি দিচ্ছে। ইরানের বিপ্লবী গার্ড বাহিনী জানিয়েছে, যেকোনো আগ্রাসনের কঠোর জবাব দেওয়া হবে। অঞ্চলে থাকা মার্কিন ঘাঁটিগুলোকে সম্ভাব্য লক্ষ্যবস্তু হিসেবে উল্লেখ করা হয়েছে। bbox=[503, 252, 571, 333]
article-iran-marcin-col1: (১ম পৃষ্ঠার পর) ইরানে মার্কিন-ইসরায়েলি যৌথ হামলার পর দেশটির বিভিন্ন স্থানে ব্যাপক ক্ষয়ক্ষতি হয়েছে। প্রত্যক্ষদর্শীরা বিস্ফোরণের শব্দ শুনতে পাওয়ার কথা জানিয়েছেন। হামলার লক্ষ্য ছিল সামরিক স্থাপনা ও পারমাণবিক কর্মসূচি সংশ্লিষ্ট এলাকা। তবে আবাসিক এলাকাতেও ক্ষতির খবর পাওয়া গেছে। ইরানি কর্মকর্তারা বলেছেন, এ হামলা আন্তর্জাতিক আইনের স্পষ্ট লঙ্ঘন। তারা জাতিসংঘে আনুষ্ঠানিক অভিযোগ দাখিলের প্রস্তুতি নিচ্ছেন। bbox=[8, 408, 84, 483]
article-local-election-col1: (১ম পৃষ্ঠার পর) স্থানীয় সরকার নির্বাচনের প্রস্তুতি নিয়ে নির্বাচন কমিশন ধারাবাহিক বৈঠক করছে। ভোটার তালিকা হালনাগাদের কাজ প্রায় শেষ পর্যায়ে রয়েছে। কমিশন সূত্র জানায়, নির্বাচনী সরঞ্জাম কেনাকাটা ও কর্মকর্তাদের প্রশিক্ষণের কার্যক্রম শুরু হয়েছে। আইনশৃঙ্খলা বাহিনীর সঙ্গে সমন্বয় সভাও অনুষ্ঠিত হয়েছে। রাজনৈতিক দলগুলো তাদের প্রার্থী বাছাইয়ের প্রক্রিয়া শুরু করেছে। অনেক এলাকায় সম্ভাব্য প্রার্থীরা গণসংযোগ চালাচ্ছেন। নির্বাচন কমিশনার জানিয়েছেন, অবাধ ও সুষ্ঠু নির্বাচন অনুষ্ঠানে কমিশন সর্বোচ্চ আন্তরিক। সংশ্লিষ্ট সব পক্ষের সহযোগিতা কামনা করা হয়েছে। bbox=[432, 62, 500, 175]
schedule-heading: SCHEDULE OF THE PROPERTY bbox=[497, 581, 581, 587]
borrower-1: 1) THE MIDDLE NAZRUL ISLAM, S/O Late Abdul Aziz, Address as per loan documents. bbox=[11, 609, 155, 613]
article-iran-marcin-col4: ইরানি কর্মকর্তারা বলেছেন, এ হামলা আন্তর্জাতিক আইনের স্পষ্ট লঙ্ঘন। তারা জাতিসংঘে আনুষ্ঠানিক অভিযোগ দাখিলের প্রস্তুতি নিচ্ছেন। আন্তর্জাতিক পারমাণবিক শক্তি সংস্থা পরিস্থিতি পর্যবেক্ষণ করছে এবং তেজস্ক্রিয়তা ছড়ানোর কোনো তথ্য এখনও পাওয়া যায়নি বলে জানিয়েছে। (১ম পৃষ্ঠার পর) ইরানে মার্কিন-ইসরায়েলি যৌথ হামলার পর দেশটির বিভিন্ন স্থানে ব্যাপক ক্ষয়ক্ষতি হয়েছে। প্রত্যক্ষদর্শীরা বিস্ফোরণের শব্দ শুনতে পাওয়ার কথা জানিয়েছেন। হামলার লক্ষ্য ছিল সামরিক স্থাপনা ও পারমাণবিক কর্মসূচি সংশ্লিষ্ট এলাকা। তবে আবাসিক এলাকাতেও ক্ষতির খবর পাওয়া গেছে। bbox=[258, 392, 338, 487]
date-bangla: ঢাকা • সোমবার ২ মার্চ ২০২৬ bbox=[8, 2, 74, 8]
article-iran-us-col1: (১ম পৃষ্ঠার পর) ইরান ও যুক্তরাষ্ট্র-ইসরায়েলের মধ্যে উত্তেজনা চরমে পৌঁছেছে। দুই পক্ষই পাল্টাপাল্টি হুমকি দিচ্ছে। ইরানের বিপ্লবী গার্ড বাহিনী জানিয়েছে, যেকোনো আগ্রাসনের কঠোর জবাব দেওয়া হবে। অঞ্চলে থাকা মার্কিন ঘাঁটিগুলোকে সম্ভাব্য লক্ষ্যবস্তু হিসেবে উল্লেখ করা হয়েছে। অন্যদিকে ইসরায়েলি প্রতিরক্ষা বাহিনী তাদের আকাশ প্রতিরক্ষা ব্যবস্থা সর্বোচ্চ সতর্কতায় রেখেছে। bbox=[432, 252, 500, 327]
